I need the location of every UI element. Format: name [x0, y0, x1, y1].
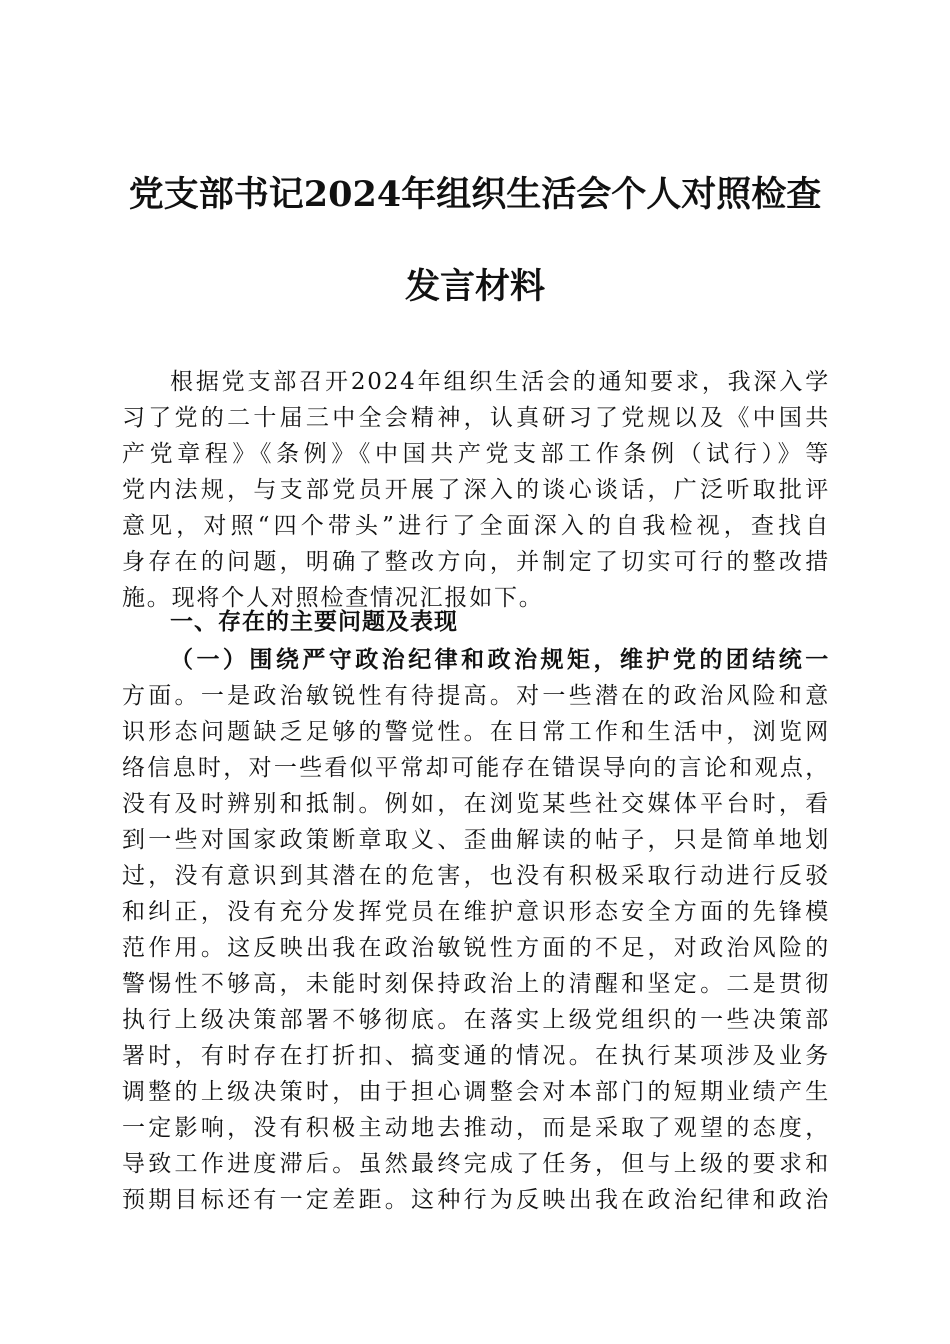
- intro-line: 意见，对照“四个带头”进行了全面深入的自我检视，查找自: [122, 513, 830, 539]
- subsection-line: 没有及时辨别和抵制。例如，在浏览某些社交媒体平台时，看: [122, 791, 830, 817]
- subsection-line: 过，没有意识到其潜在的危害，也没有积极采取行动进行反驳: [122, 863, 830, 889]
- subsection-line: 调整的上级决策时，由于担心调整会对本部门的短期业绩产生: [122, 1079, 830, 1105]
- intro-line: 习了党的二十届三中全会精神，认真研习了党规以及《中国共: [122, 405, 830, 431]
- subsection-line: 络信息时，对一些看似平常却可能存在错误导向的言论和观点，: [122, 755, 830, 781]
- subsection-line: （一）围绕严守政治纪律和政治规矩，维护党的团结统一: [170, 646, 830, 673]
- subsection-line: 识形态问题缺乏足够的警觉性。在日常工作和生活中，浏览网: [122, 719, 830, 745]
- subsection-line: 预期目标还有一定差距。这种行为反映出我在政治纪律和政治: [122, 1187, 830, 1213]
- subsection-line: 范作用。这反映出我在政治敏锐性方面的不足，对政治风险的: [122, 935, 830, 961]
- subsection-line: 方面。一是政治敏锐性有待提高。对一些潜在的政治风险和意: [122, 683, 830, 709]
- intro-line: 党内法规，与支部党员开展了深入的谈心谈话，广泛听取批评: [122, 477, 830, 503]
- subsection-line: 执行上级决策部署不够彻底。在落实上级党组织的一些决策部: [122, 1007, 830, 1033]
- subsection-line: 导致工作进度滞后。虽然最终完成了任务，但与上级的要求和: [122, 1151, 830, 1177]
- document-title-line-2: 发言材料: [404, 266, 545, 307]
- subsection-line: 署时，有时存在打折扣、搞变通的情况。在执行某项涉及业务: [122, 1043, 830, 1069]
- subsection-line: 和纠正，没有充分发挥党员在维护意识形态安全方面的先锋模: [122, 899, 830, 925]
- intro-line: 身存在的问题，明确了整改方向，并制定了切实可行的整改措: [122, 549, 830, 575]
- section-1-heading: 一、存在的主要问题及表现: [170, 609, 458, 635]
- intro-line: 根据党支部召开2024年组织生活会的通知要求，我深入学: [170, 369, 830, 395]
- subsection-line: 到一些对国家政策断章取义、歪曲解读的帖子，只是简单地划: [122, 827, 830, 853]
- subsection-line: 一定影响，没有积极主动地去推动，而是采取了观望的态度，: [122, 1115, 830, 1141]
- document-title-line-1: 党支部书记2024年组织生活会个人对照检查: [128, 174, 822, 215]
- subsection-line: 警惕性不够高，未能时刻保持政治上的清醒和坚定。二是贯彻: [122, 971, 830, 997]
- intro-line: 施。现将个人对照检查情况汇报如下。: [122, 585, 544, 611]
- intro-line: 产党章程》《条例》《中国共产党支部工作条例（试行）》等: [122, 441, 830, 467]
